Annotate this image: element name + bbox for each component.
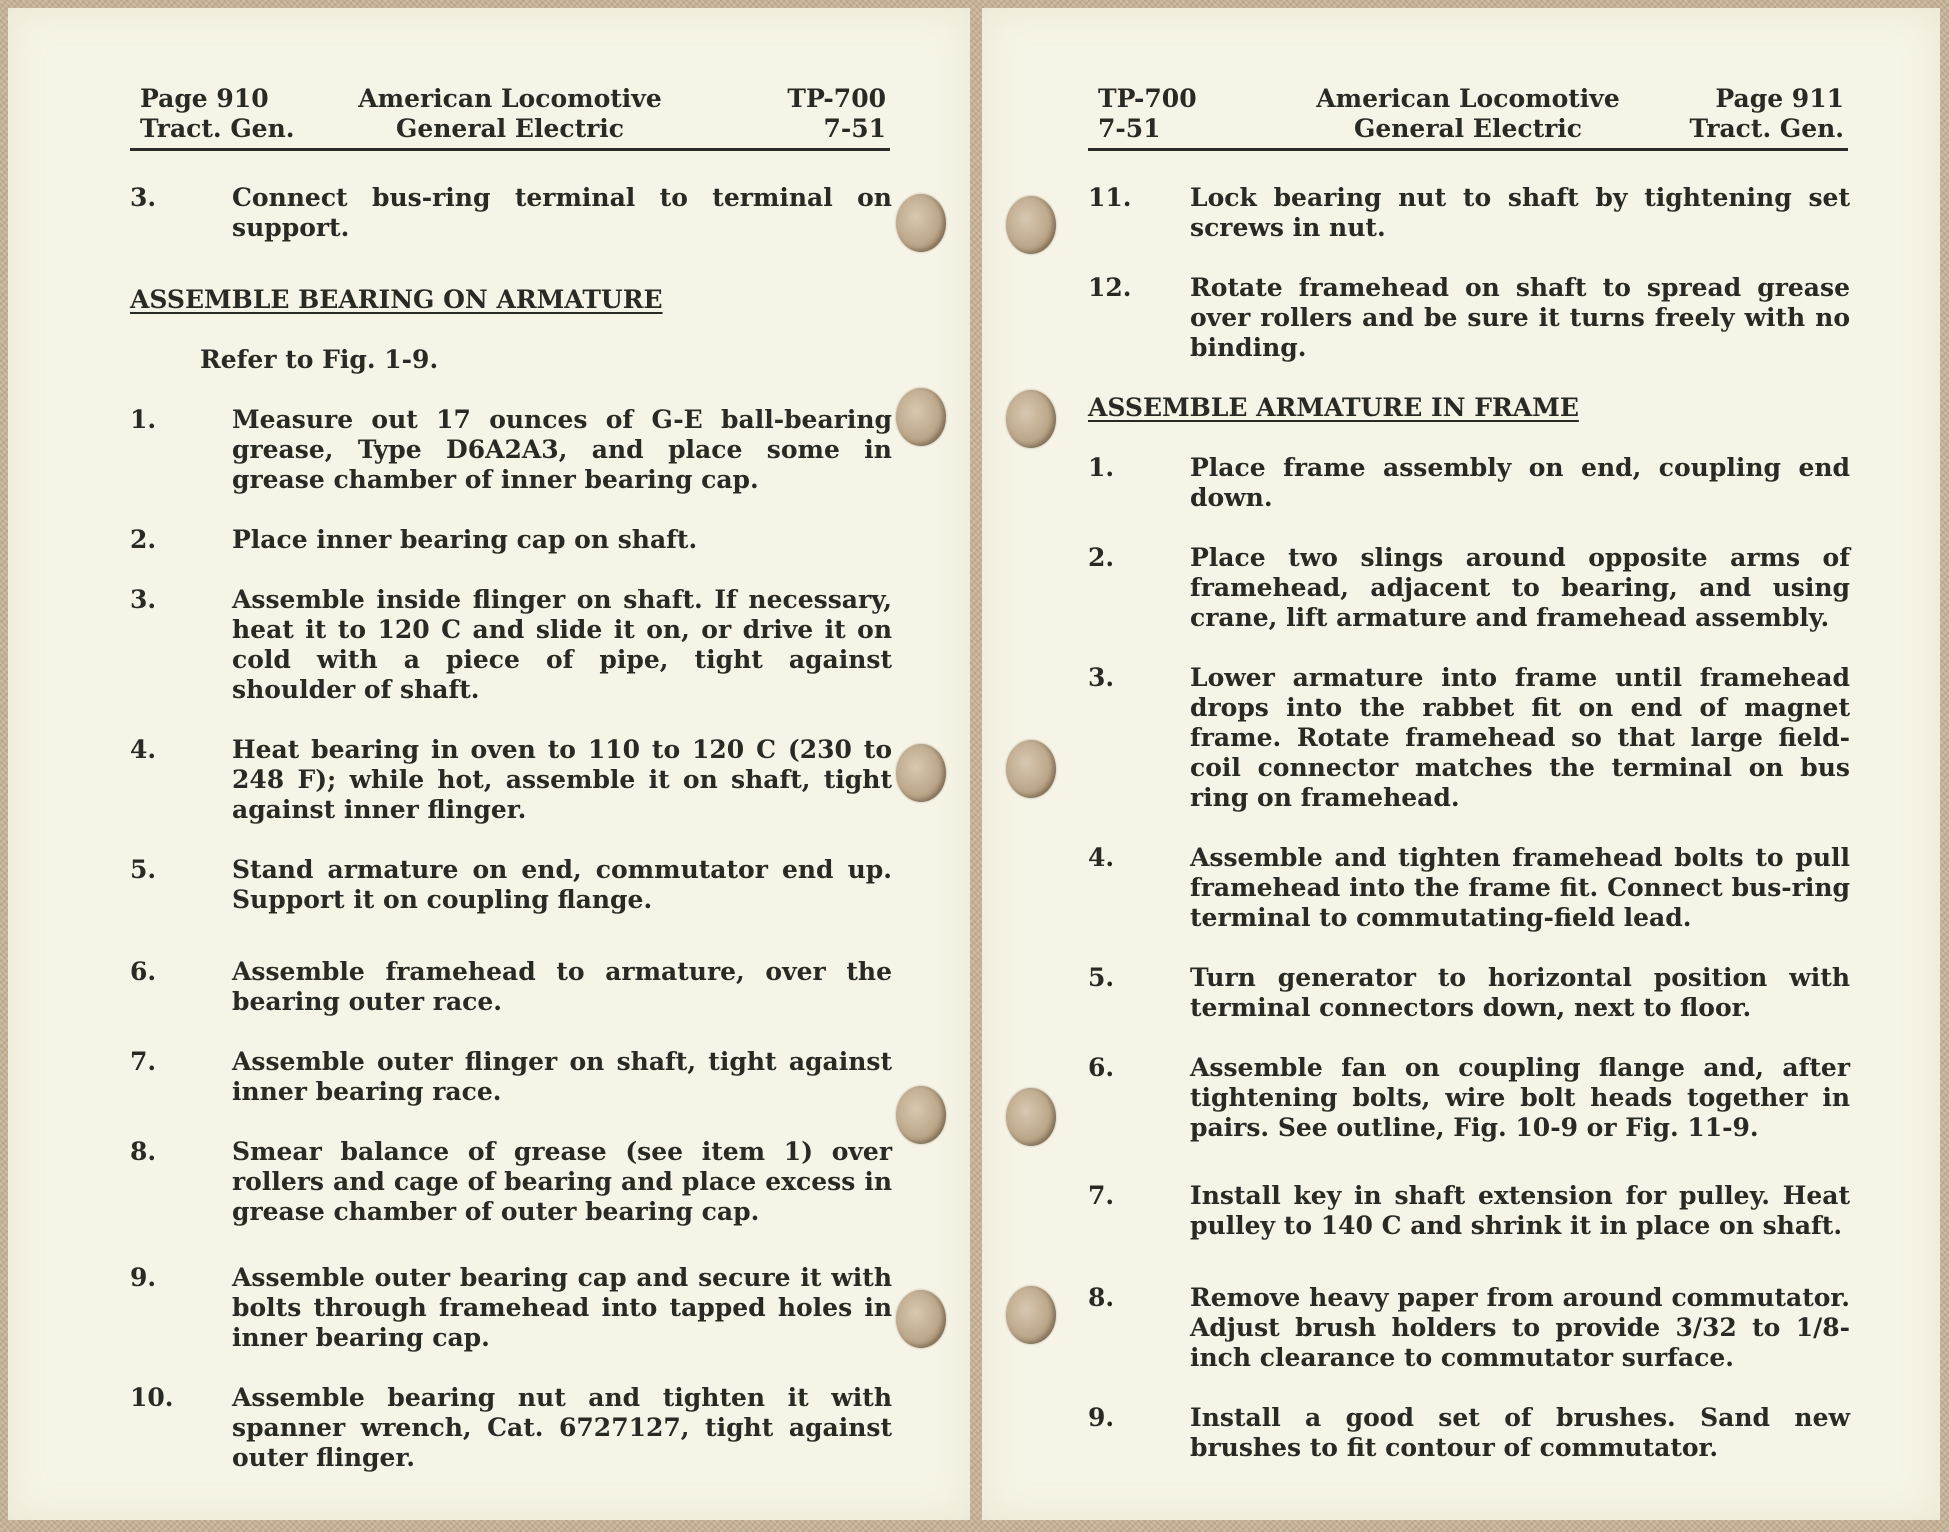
item-text: Assemble and tighten framehead bolts to pull framehead into the frame fit. Connect bus-ring terminal to commutating-field lead. (1190, 843, 1850, 932)
company-line-1: American Locomotive (358, 84, 662, 113)
left-page-content (130, 183, 892, 1473)
company-line-2: General Electric (1353, 114, 1583, 143)
item-number: 9. (130, 1263, 157, 1292)
binder-hole-icon (1006, 740, 1056, 798)
right-page-content (1088, 183, 1850, 1463)
item-text: Place frame assembly on end, coupling end down. (1190, 453, 1850, 512)
item-text: Place inner bearing cap on shaft. (232, 525, 698, 554)
binder-hole-icon (896, 1290, 946, 1348)
list-item (130, 957, 892, 1017)
list-item (1088, 453, 1850, 513)
item-text: Measure out 17 ounces of G-E ball-bearing grease, Type D6A2A3, and place some in grease chamber of inner bearing cap. (232, 405, 892, 494)
list-item (1088, 843, 1850, 933)
item-text: Remove heavy paper from around commutator. Adjust brush holders to provide 3/32 to 1/8-inch clearance to commutator surface. (1190, 1283, 1850, 1372)
section-title: ASSEMBLE ARMATURE IN FRAME (1088, 393, 1579, 422)
item-number: 1. (1088, 453, 1115, 482)
item-text: Assemble fan on coupling flange and, after tightening bolts, wire bolt heads together in pairs. See outline, Fig. 10-9 or Fig. 11-9. (1190, 1053, 1850, 1142)
item-text: Assemble outer bearing cap and secure it with bolts through framehead into tapped holes in inner bearing cap. (232, 1263, 892, 1352)
list-item (130, 183, 892, 243)
item-number: 10. (130, 1383, 174, 1412)
document-number: TP-700 (787, 84, 886, 113)
list-item (130, 1263, 892, 1353)
list-item (1088, 1053, 1850, 1143)
left-page (8, 8, 970, 1520)
section-title: ASSEMBLE BEARING ON ARMATURE (130, 285, 663, 314)
list-item (1088, 273, 1850, 363)
item-text: Lower armature into frame until framehead drops into the rabbet fit on end of magnet frame. Rotate framehead so that large field-coil connector matches the terminal on bus ring on framehead. (1190, 663, 1850, 812)
item-number: 6. (130, 957, 157, 986)
item-number: 11. (1088, 183, 1132, 212)
binder-hole-icon (896, 1086, 946, 1144)
list-item (1088, 963, 1850, 1023)
binder-hole-icon (1006, 196, 1056, 254)
list-item (130, 855, 892, 915)
document-number: TP-700 (1098, 84, 1197, 113)
list-item (130, 525, 892, 555)
item-number: 12. (1088, 273, 1132, 302)
item-text: Heat bearing in oven to 110 to 120 C (230 to 248 F); while hot, assemble it on shaft, tight against inner flinger. (232, 735, 892, 824)
item-text: Lock bearing nut to shaft by tightening set screws in nut. (1190, 183, 1850, 242)
document-date: 7-51 (823, 114, 886, 143)
item-text: Rotate framehead on shaft to spread grease over rollers and be sure it turns freely with no binding. (1190, 273, 1850, 362)
list-item (130, 405, 892, 495)
list-item (130, 1383, 892, 1473)
list-item (1088, 543, 1850, 633)
company-line-2: General Electric (395, 114, 625, 143)
item-number: 4. (130, 735, 157, 764)
binder-hole-icon (896, 744, 946, 802)
item-number: 6. (1088, 1053, 1115, 1082)
item-number: 7. (1088, 1181, 1115, 1210)
binder-hole-icon (896, 194, 946, 252)
item-number: 1. (130, 405, 157, 434)
list-item (1088, 1403, 1850, 1463)
right-page (982, 8, 1940, 1520)
binder-hole-icon (1006, 1088, 1056, 1146)
list-item (1088, 1283, 1850, 1373)
list-item (130, 735, 892, 825)
binder-hole-icon (1006, 390, 1056, 448)
company-line-1: American Locomotive (1316, 84, 1620, 113)
binder-hole-icon (896, 388, 946, 446)
item-text: Install key in shaft extension for pulley. Heat pulley to 140 C and shrink it in place on shaft. (1190, 1181, 1850, 1240)
item-number: 3. (130, 585, 157, 614)
category-label: Tract. Gen. (1689, 114, 1844, 143)
item-number: 7. (130, 1047, 157, 1076)
item-text: Connect bus-ring terminal to terminal on support. (232, 183, 892, 242)
item-number: 8. (130, 1137, 157, 1166)
left-page-header (130, 80, 890, 151)
item-text: Smear balance of grease (see item 1) over rollers and cage of bearing and place excess in grease chamber of outer bearing cap. (232, 1137, 892, 1226)
item-number: 8. (1088, 1283, 1115, 1312)
page-number: Page 911 (1715, 84, 1844, 113)
list-item (130, 1047, 892, 1107)
list-item (130, 585, 892, 705)
item-number: 5. (130, 855, 157, 884)
item-text: Assemble bearing nut and tighten it with spanner wrench, Cat. 6727127, tight against outer flinger. (232, 1383, 892, 1472)
item-number: 5. (1088, 963, 1115, 992)
page-number: Page 910 (140, 84, 269, 113)
binder-hole-icon (1006, 1286, 1056, 1344)
right-page-header (1088, 80, 1848, 151)
list-item (1088, 663, 1850, 813)
category-label: Tract. Gen. (140, 114, 295, 143)
list-item (130, 1137, 892, 1227)
figure-reference: Refer to Fig. 1-9. (200, 345, 439, 374)
item-number: 4. (1088, 843, 1115, 872)
item-number: 9. (1088, 1403, 1115, 1432)
item-text: Assemble inside flinger on shaft. If necessary, heat it to 120 C and slide it on, or drive it on cold with a piece of pipe, tight against shoulder of shaft. (232, 585, 892, 704)
item-text: Turn generator to horizontal position with terminal connectors down, next to floor. (1190, 963, 1850, 1022)
list-item (1088, 183, 1850, 243)
item-text: Install a good set of brushes. Sand new brushes to fit contour of commutator. (1190, 1403, 1850, 1462)
list-item (1088, 1181, 1850, 1241)
item-number: 2. (1088, 543, 1115, 572)
document-date: 7-51 (1098, 114, 1161, 143)
item-text: Place two slings around opposite arms of framehead, adjacent to bearing, and using crane, lift armature and framehead assembly. (1190, 543, 1850, 632)
item-number: 3. (130, 183, 157, 212)
item-number: 2. (130, 525, 157, 554)
item-text: Assemble outer flinger on shaft, tight against inner bearing race. (232, 1047, 892, 1106)
item-text: Stand armature on end, commutator end up. Support it on coupling flange. (232, 855, 892, 914)
item-number: 3. (1088, 663, 1115, 692)
item-text: Assemble framehead to armature, over the bearing outer race. (232, 957, 892, 1016)
